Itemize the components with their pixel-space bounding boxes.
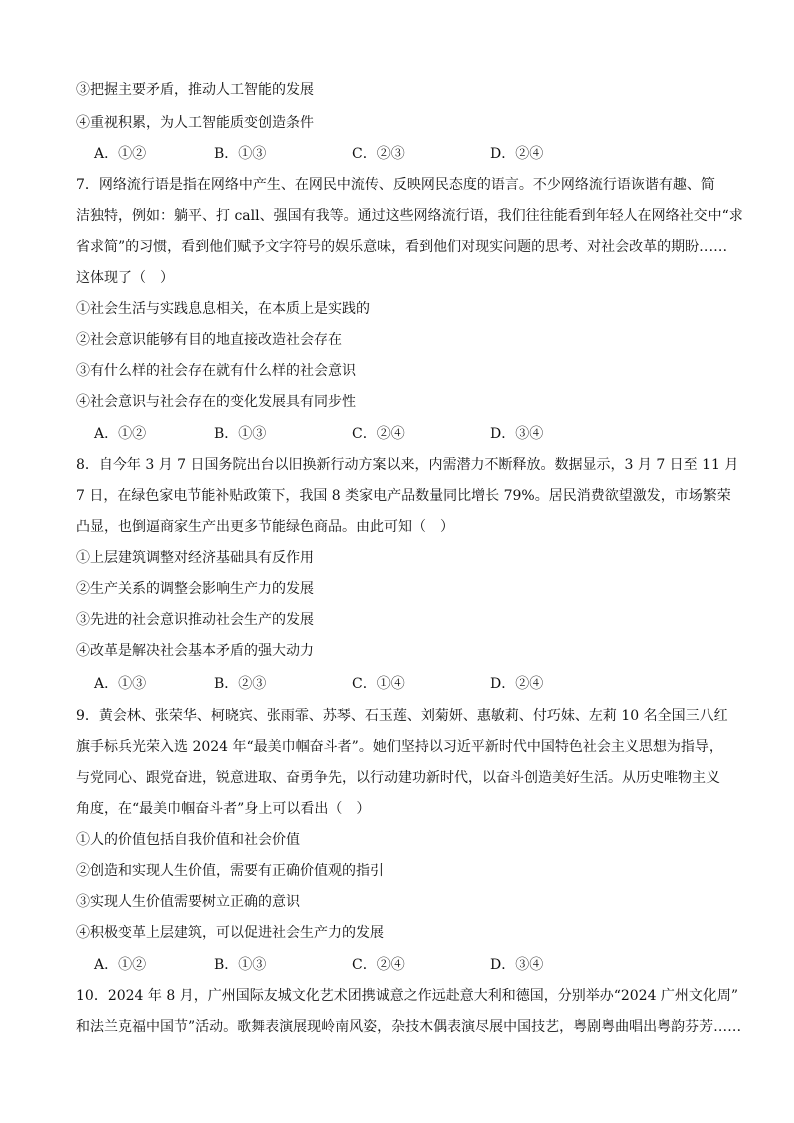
q6-option-d[interactable]: D．②④ <box>490 146 544 162</box>
q8-item-2: ②生产关系的调整会影响生产力的发展 <box>76 581 314 597</box>
q9-stem-line-3: 与党同心、跟党奋进，锐意进取、奋勇争先，以行动建功新时代，以奋斗创造美好生活。从历史唯物主义 <box>76 770 720 786</box>
q9-option-b[interactable]: B．①③ <box>214 957 267 973</box>
q7-option-a[interactable]: A．①② <box>94 426 147 442</box>
q9-option-d[interactable]: D．③④ <box>490 957 544 973</box>
q9-item-2: ②创造和实现人生价值，需要有正确价值观的指引 <box>76 863 384 879</box>
q7-item-3: ③有什么样的社会存在就有什么样的社会意识 <box>76 363 356 379</box>
q7-stem-line-1: 7．网络流行语是指在网络中产生、在网民中流传、反映网民态度的语言。不少网络流行语诙谐有趣、简 <box>76 177 715 193</box>
q10-stem-line-2: 和法兰克福中国节”活动。歌舞表演展现岭南风姿，杂技木偶表演尽展中国技艺，粤剧粤曲唱出粤韵芬芳…… <box>76 1019 742 1035</box>
q10-stem-line-1: 10．2024 年 8 月，广州国际友城文化艺术团携诚意之作远赴意大利和德国，分别举办“2024 广州文化周” <box>76 988 739 1004</box>
q8-item-1: ①上层建筑调整对经济基础具有反作用 <box>76 550 314 566</box>
q9-stem-line-2: 旗手标兵光荣入选 2024 年“最美巾帼奋斗者”。她们坚持以习近平新时代中国特色社会主义思想为指导， <box>76 739 723 755</box>
q6-item-4: ④重视积累，为人工智能质变创造条件 <box>76 115 314 131</box>
q7-option-d[interactable]: D．③④ <box>490 426 544 442</box>
q9-option-a[interactable]: A．①② <box>94 957 147 973</box>
q8-stem-line-2: 7 日，在绿色家电节能补贴政策下，我国 8 类家电产品数量同比增长 79%。居民消费欲望激发，市场繁荣 <box>76 488 731 504</box>
q8-stem-line-3: 凸显，也倒逼商家生产出更多节能绿色商品。由此可知（ ） <box>76 519 454 535</box>
q7-stem-line-4: 这体现了（ ） <box>76 270 174 286</box>
q7-item-1: ①社会生活与实践息息相关，在本质上是实践的 <box>76 301 370 317</box>
q9-item-4: ④积极变革上层建筑，可以促进社会生产力的发展 <box>76 925 384 941</box>
q6-option-c[interactable]: C．②③ <box>352 146 405 162</box>
q9-options <box>94 955 694 975</box>
q6-option-a[interactable]: A．①② <box>94 146 147 162</box>
q7-stem-line-2: 洁独特，例如：躺平、打 call、强国有我等。通过这些网络流行语，我们往往能看到年轻人在网络社交中“求 <box>76 208 743 224</box>
q8-item-4: ④改革是解决社会基本矛盾的强大动力 <box>76 643 314 659</box>
q9-stem-line-4: 角度，在“最美巾帼奋斗者”身上可以看出（ ） <box>76 801 371 817</box>
q8-option-a[interactable]: A．①③ <box>94 676 147 692</box>
q7-item-4: ④社会意识与社会存在的变化发展具有同步性 <box>76 394 356 410</box>
q7-stem-line-3: 省求简”的习惯，看到他们赋予文字符号的娱乐意味，看到他们对现实问题的思考、对社会改革的期盼…… <box>76 239 728 255</box>
q7-option-c[interactable]: C．②④ <box>352 426 405 442</box>
q9-item-1: ①人的价值包括自我价值和社会价值 <box>76 832 300 848</box>
q8-item-3: ③先进的社会意识推动社会生产的发展 <box>76 612 314 628</box>
q9-stem-line-1: 9．黄会林、张荣华、柯晓宾、张雨霏、苏琴、石玉莲、刘菊妍、惠敏莉、付巧妹、左莉 10 名全国三八红 <box>76 708 728 724</box>
q6-option-b[interactable]: B．①③ <box>214 146 267 162</box>
q7-option-b[interactable]: B．①③ <box>214 426 267 442</box>
q8-stem-line-1: 8．自今年 3 月 7 日国务院出台以旧换新行动方案以来，内需潜力不断释放。数据显示，3 月 7 日至 11 月 <box>76 457 739 473</box>
q8-options <box>94 674 694 694</box>
q7-item-2: ②社会意识能够有目的地直接改造社会存在 <box>76 332 342 348</box>
q8-option-d[interactable]: D．②④ <box>490 676 544 692</box>
q8-option-b[interactable]: B．②③ <box>214 676 267 692</box>
q6-options <box>94 144 694 164</box>
q7-options <box>94 424 694 444</box>
q9-item-3: ③实现人生价值需要树立正确的意识 <box>76 894 300 910</box>
q9-option-c[interactable]: C．②④ <box>352 957 405 973</box>
q8-option-c[interactable]: C．①④ <box>352 676 405 692</box>
q6-item-3: ③把握主要矛盾，推动人工智能的发展 <box>76 82 314 98</box>
